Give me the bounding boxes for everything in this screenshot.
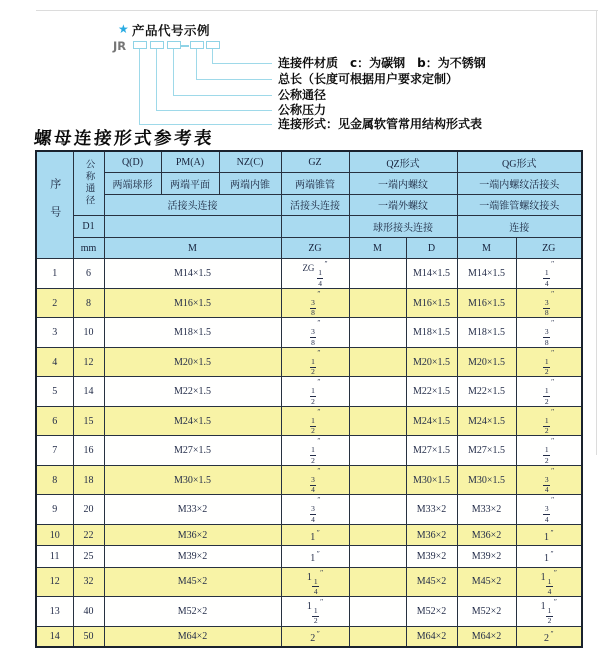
- inch-mark: ″: [317, 436, 321, 446]
- header-qz: QZ形式: [349, 151, 457, 173]
- header-gz-sub: 两端锥管: [281, 173, 349, 195]
- cell-qz-d: M33×2: [406, 495, 457, 525]
- cell-qz-m: [349, 377, 406, 407]
- cell-qg-zg: [516, 597, 582, 627]
- cell-qz-d: M52×2: [406, 597, 457, 627]
- cell-qg-zg: [516, 288, 582, 318]
- table-row: [36, 597, 582, 627]
- cell-qg-m: M24×1.5: [457, 406, 516, 436]
- label-length: 总长（长度可根据用户要求定制）: [278, 72, 459, 86]
- cell-qg-zg: [516, 567, 582, 597]
- fraction: $\frac{3}{8}$: [311, 297, 315, 318]
- fraction: $\frac{3}{8}$: [311, 327, 315, 347]
- cell-m: M36×2: [104, 524, 281, 545]
- cell-qg-m: M64×2: [457, 626, 516, 647]
- header-unit-qg-m: M: [457, 237, 516, 259]
- connector-line: [173, 95, 272, 96]
- inch-mark: ″: [551, 436, 555, 446]
- fraction: $\frac{1}{2}$: [544, 356, 549, 377]
- table-row: [36, 465, 582, 495]
- header-mm: mm: [73, 237, 104, 259]
- header-unit-qz-d: D: [406, 237, 457, 259]
- table-row: [36, 318, 582, 348]
- header-nz: NZ(C): [219, 151, 281, 173]
- fraction: $\frac{1}{2}$: [544, 445, 549, 465]
- cell-qg-zg: [516, 406, 582, 436]
- cell-dn: 8: [73, 288, 104, 318]
- cell-m: M27×1.5: [104, 436, 281, 466]
- cell-gz: [281, 567, 349, 597]
- inch-mark: ″: [551, 347, 555, 357]
- connector-line: [173, 49, 174, 95]
- cell-qz-m: [349, 567, 406, 597]
- table-row: [36, 347, 582, 377]
- header-blank-gz: [281, 216, 349, 238]
- code-dash: [181, 45, 189, 47]
- table-row: [36, 436, 582, 466]
- cell-dn: 14: [73, 377, 104, 407]
- inch-mark: ″: [553, 567, 557, 577]
- header-gz: GZ: [281, 151, 349, 173]
- connector-line: [212, 49, 213, 63]
- cell-gz: [281, 347, 349, 377]
- inch-mark: ″: [551, 406, 555, 416]
- page-frame-right: [596, 10, 597, 455]
- cell-qz-d: M36×2: [406, 524, 457, 545]
- table-row: [36, 546, 582, 567]
- cell-qg-m: M16×1.5: [457, 288, 516, 318]
- cell-dn: 10: [73, 318, 104, 348]
- cell-gz: [281, 377, 349, 407]
- cell-qz-d: M22×1.5: [406, 377, 457, 407]
- fraction: $\frac{1}{2}$: [544, 386, 549, 406]
- cell-qz-m: [349, 546, 406, 567]
- header-tongjing: 公称通径: [73, 151, 104, 216]
- inch-mark: ″: [317, 465, 321, 475]
- cell-qz-m: [349, 347, 406, 377]
- cell-qg-m: M14×1.5: [457, 259, 516, 289]
- cell-m: M33×2: [104, 495, 281, 525]
- cell-qg-zg: [516, 465, 582, 495]
- inch-mark: ″: [317, 288, 321, 298]
- whole-number: 1: [310, 552, 316, 564]
- header-unit-m: M: [104, 237, 281, 259]
- cell-qg-m: M27×1.5: [457, 436, 516, 466]
- cell-qg-m: M18×1.5: [457, 318, 516, 348]
- cell-qg-zg: [516, 495, 582, 525]
- cell-gz: [281, 436, 349, 466]
- cell-no: 14: [36, 626, 73, 647]
- whole-number: 2: [310, 632, 316, 644]
- header-q-sub: 两端球形: [104, 173, 161, 195]
- header-m-join: 活接头连接: [104, 194, 281, 216]
- cell-gz: [281, 259, 349, 289]
- inch-mark: ″: [317, 406, 321, 416]
- cell-qz-m: [349, 259, 406, 289]
- cell-gz: [281, 406, 349, 436]
- inch-mark: ″: [320, 597, 324, 607]
- inch-mark: ″: [551, 377, 555, 387]
- table-body: [36, 259, 582, 647]
- fraction: $\frac{1}{2}$: [547, 606, 552, 626]
- whole-number: 1: [306, 571, 312, 583]
- connector-line: [196, 79, 272, 80]
- header-qg: QG形式: [457, 151, 582, 173]
- connector-line: [196, 49, 197, 79]
- cell-qz-d: M64×2: [406, 626, 457, 647]
- code-prefix: JR: [113, 39, 127, 53]
- cell-qz-d: M45×2: [406, 567, 457, 597]
- fraction: $\frac{3}{4}$: [311, 504, 315, 524]
- connector-line: [156, 110, 272, 111]
- cell-dn: 16: [73, 436, 104, 466]
- cell-qz-d: M18×1.5: [406, 318, 457, 348]
- whole-number: 2: [543, 632, 549, 644]
- whole-number: 1: [540, 601, 546, 613]
- cell-qg-m: M52×2: [457, 597, 516, 627]
- header-q: Q(D): [104, 151, 161, 173]
- fraction: $\frac{1}{2}$: [311, 386, 315, 406]
- whole-number: 1: [306, 601, 312, 613]
- cell-qg-m: M22×1.5: [457, 377, 516, 407]
- table-row: [36, 259, 582, 289]
- cell-qg-m: M20×1.5: [457, 347, 516, 377]
- table-row: [36, 495, 582, 525]
- cell-m: M45×2: [104, 567, 281, 597]
- cell-gz: [281, 318, 349, 348]
- whole-number: 1: [543, 552, 549, 564]
- header-blank-m: [104, 216, 281, 238]
- cell-qz-d: M27×1.5: [406, 436, 457, 466]
- cell-qg-zg: [516, 626, 582, 647]
- whole-number: 1: [540, 571, 546, 583]
- cell-m: M39×2: [104, 546, 281, 567]
- header-qg-sub2: 一端锥管螺纹接头: [457, 194, 582, 216]
- nut-connection-table: [35, 150, 583, 648]
- label-diameter: 公称通径: [278, 88, 327, 102]
- cell-no: 10: [36, 524, 73, 545]
- table-row: [36, 406, 582, 436]
- cell-dn: 25: [73, 546, 104, 567]
- cell-gz: [281, 626, 349, 647]
- whole-number: 1: [543, 531, 549, 543]
- fraction: $\frac{1}{2}$: [544, 415, 549, 436]
- cell-gz: [281, 524, 349, 545]
- table-row: [36, 288, 582, 318]
- table-row: [36, 377, 582, 407]
- page-frame-top: [36, 10, 598, 11]
- cell-no: 11: [36, 546, 73, 567]
- cell-dn: 12: [73, 347, 104, 377]
- cell-m: M22×1.5: [104, 377, 281, 407]
- header-qg-join: 连接: [457, 216, 582, 238]
- inch-mark: ″: [550, 527, 554, 537]
- inch-mark: ″: [551, 318, 555, 328]
- cell-qz-d: M16×1.5: [406, 288, 457, 318]
- header-unit-qg-zg: ZG: [516, 237, 582, 259]
- header-gz-join: 活接头连接: [281, 194, 349, 216]
- header-qz-join: 球形接头连接: [349, 216, 457, 238]
- inch-mark: ″: [317, 495, 321, 505]
- cell-m: M30×1.5: [104, 465, 281, 495]
- cell-gz: [281, 288, 349, 318]
- cell-qz-d: M20×1.5: [406, 347, 457, 377]
- inch-mark: ″: [324, 259, 328, 269]
- cell-m: M64×2: [104, 626, 281, 647]
- cell-qg-m: M45×2: [457, 567, 516, 597]
- cell-qz-d: M30×1.5: [406, 465, 457, 495]
- cell-no: 1: [36, 259, 73, 289]
- fraction: $\frac{3}{8}$: [544, 297, 549, 318]
- fraction: $\frac{1}{4}$: [544, 268, 549, 288]
- header-qg-sub1: 一端内螺纹活接头: [457, 173, 582, 195]
- fraction: $\frac{1}{4}$: [313, 576, 318, 596]
- header-qz-sub2: 一端外螺纹: [349, 194, 457, 216]
- cell-qz-d: M24×1.5: [406, 406, 457, 436]
- connector-line: [212, 63, 272, 64]
- inch-mark: ″: [317, 347, 321, 357]
- table-row: [36, 567, 582, 597]
- cell-m: M14×1.5: [104, 259, 281, 289]
- cell-qz-m: [349, 436, 406, 466]
- cell-dn: 40: [73, 597, 104, 627]
- cell-gz: [281, 465, 349, 495]
- header-qz-sub1: 一端内螺纹: [349, 173, 457, 195]
- connector-line: [156, 49, 157, 110]
- table-header: [36, 151, 582, 259]
- cell-qg-zg: [516, 318, 582, 348]
- cell-dn: 20: [73, 495, 104, 525]
- header-pm-sub: 两端平面: [161, 173, 219, 195]
- fraction: $\frac{1}{4}$: [318, 268, 322, 288]
- cell-qg-m: M36×2: [457, 524, 516, 545]
- table-row: [36, 626, 582, 647]
- cell-qg-zg: [516, 546, 582, 567]
- cell-m: M24×1.5: [104, 406, 281, 436]
- cell-no: 8: [36, 465, 73, 495]
- cell-qz-m: [349, 465, 406, 495]
- cell-dn: 32: [73, 567, 104, 597]
- fraction: $\frac{3}{4}$: [544, 474, 549, 495]
- cell-qg-m: M30×1.5: [457, 465, 516, 495]
- cell-qz-d: M39×2: [406, 546, 457, 567]
- table-title: 螺母连接形式参考表: [33, 128, 215, 148]
- code-box-5: [206, 41, 220, 49]
- inch-mark: ″: [550, 548, 554, 558]
- cell-gz: [281, 546, 349, 567]
- inch-mark: ″: [551, 259, 555, 269]
- fraction: $\frac{3}{4}$: [311, 474, 315, 495]
- table-row: [36, 524, 582, 545]
- inch-mark: ″: [317, 377, 321, 387]
- zg-prefix: ZG: [302, 263, 317, 274]
- inch-mark: ″: [551, 465, 555, 475]
- header-pm: PM(A): [161, 151, 219, 173]
- cell-dn: 22: [73, 524, 104, 545]
- inch-mark: ″: [317, 318, 321, 328]
- cell-qg-m: M33×2: [457, 495, 516, 525]
- cell-no: 3: [36, 318, 73, 348]
- header-d1: D1: [73, 216, 104, 238]
- inch-mark: ″: [320, 567, 324, 577]
- cell-qg-m: M39×2: [457, 546, 516, 567]
- fraction: $\frac{1}{2}$: [311, 415, 315, 436]
- code-box-3: [167, 41, 181, 49]
- cell-no: 4: [36, 347, 73, 377]
- cell-dn: 18: [73, 465, 104, 495]
- fraction: $\frac{1}{2}$: [313, 606, 318, 626]
- cell-no: 12: [36, 567, 73, 597]
- cell-qg-zg: [516, 259, 582, 289]
- cell-qg-zg: [516, 377, 582, 407]
- inch-mark: ″: [316, 628, 320, 638]
- cell-no: 13: [36, 597, 73, 627]
- cell-qg-zg: [516, 436, 582, 466]
- fraction: $\frac{3}{4}$: [544, 504, 549, 524]
- cell-qz-m: [349, 288, 406, 318]
- cell-no: 6: [36, 406, 73, 436]
- cell-qg-zg: [516, 347, 582, 377]
- inch-mark: ″: [316, 548, 320, 558]
- code-box-1: [133, 41, 147, 49]
- label-pressure: 公称压力: [278, 103, 327, 117]
- header-unit-zg: ZG: [281, 237, 349, 259]
- cell-qg-zg: [516, 524, 582, 545]
- whole-number: 1: [310, 531, 316, 543]
- cell-no: 5: [36, 377, 73, 407]
- cell-dn: 50: [73, 626, 104, 647]
- cell-m: M18×1.5: [104, 318, 281, 348]
- inch-mark: ″: [550, 628, 554, 638]
- cell-qz-m: [349, 626, 406, 647]
- fraction: $\frac{1}{4}$: [547, 576, 552, 596]
- cell-dn: 15: [73, 406, 104, 436]
- cell-m: M20×1.5: [104, 347, 281, 377]
- cell-qz-m: [349, 524, 406, 545]
- fraction: $\frac{1}{2}$: [311, 445, 315, 465]
- cell-gz: [281, 597, 349, 627]
- cell-qz-m: [349, 597, 406, 627]
- code-box-2: [150, 41, 164, 49]
- inch-mark: ″: [551, 495, 555, 505]
- cell-m: M16×1.5: [104, 288, 281, 318]
- inch-mark: ″: [553, 597, 557, 607]
- cell-qz-m: [349, 495, 406, 525]
- cell-qz-m: [349, 318, 406, 348]
- star-icon: ★: [118, 22, 129, 36]
- cell-dn: 6: [73, 259, 104, 289]
- cell-qz-m: [349, 406, 406, 436]
- fraction: $\frac{3}{8}$: [544, 327, 549, 347]
- cell-no: 2: [36, 288, 73, 318]
- cell-qz-d: M14×1.5: [406, 259, 457, 289]
- header-nz-sub: 两端内锥: [219, 173, 281, 195]
- inch-mark: ″: [551, 288, 555, 298]
- header-xuhao: 序号: [36, 151, 73, 259]
- cell-no: 9: [36, 495, 73, 525]
- label-material: 连接件材质 c：为碳钢 b：为不锈钢: [278, 56, 486, 70]
- cell-no: 7: [36, 436, 73, 466]
- header-unit-qz-m: M: [349, 237, 406, 259]
- connector-line: [139, 49, 140, 124]
- code-box-4: [190, 41, 204, 49]
- cell-gz: [281, 495, 349, 525]
- cell-m: M52×2: [104, 597, 281, 627]
- label-connection: 连接形式：见金属软管常用结构形式表: [278, 117, 483, 131]
- inch-mark: ″: [316, 527, 320, 537]
- fraction: $\frac{1}{2}$: [311, 356, 315, 377]
- diagram-title: 产品代号示例: [132, 23, 211, 38]
